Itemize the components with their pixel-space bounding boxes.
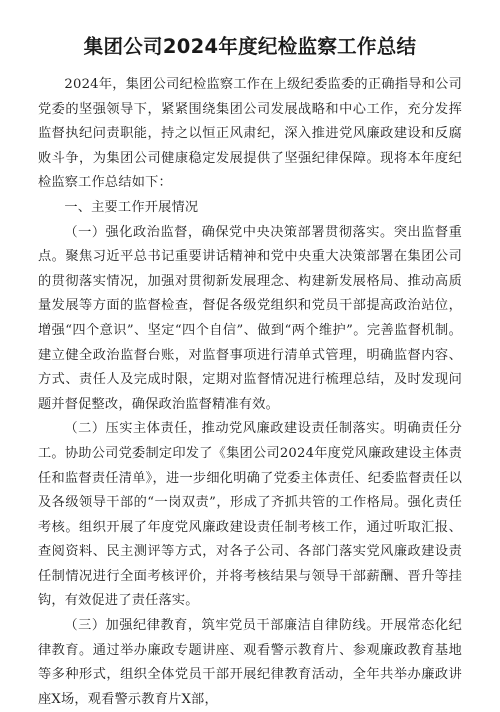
body-paragraph: （二）压实主体责任，推动党风廉政建设责任制落实。明确责任分工。协助公司党委制定印发了《集团公司2024年度党风廉政建设主体责任和监督责任清单》，进一步细化明确了党委主体责任、纪委监督责任以及各级领导干部的“一岗双责”，形成了齐抓共管的工作格局。强化责任考核。组织开展了年度党风廉政建设责任制考核工作，通过听取汇报、查阅资料、民主测评等方式，对各子公司、各部门落实党风廉政建设责任制情况进行全面考核评价，并将考核结果与领导干部薪酬、晋升等挂钩，有效促进了责任落实。 — [38, 421, 462, 609]
document-title: 集团公司2024年度纪检监察工作总结 — [83, 35, 417, 58]
body-paragraph: （三）加强纪律教育，筑牢党员干部廉洁自律防线。开展常态化纪律教育。通过举办廉政专题讲座、观看警示教育片、参观廉政教育基地等多种形式，组织全体党员干部开展纪律教育活动，全年共举办廉政讲座X场，观看警示教育片X部， — [38, 618, 462, 707]
intro-paragraph: 2024年，集团公司纪检监察工作在上级纪委监委的正确指导和公司党委的坚强领导下，紧紧围绕集团公司发展战略和中心工作，充分发挥监督执纪问责职能，持之以恒正风肃纪，深入推进党风廉政建设和反腐败斗争，为集团公司健康稳定发展提供了坚强纪律保障。现将本年度纪检监察工作总结如下： — [38, 77, 462, 191]
section-heading: 一、主要工作开展情况 — [64, 199, 199, 215]
body-paragraph: （一）强化政治监督，确保党中央决策部署贯彻落实。突出监督重点。聚焦习近平总书记重要讲话精神和党中央重大决策部署在集团公司的贯彻落实情况，加强对贯彻新发展理念、构建新发展格局、推动高质量发展等方面的监督检查，督促各级党组织和党员干部提高政治站位，增强“四个意识”、坚定“四个自信”、做到“两个维护”。完善监督机制。建立健全政治监督台账，对监督事项进行清单式管理，明确监督内容、方式、责任人及完成时限，定期对监督情况进行梳理总结，及时发现问题并督促整改，确保政治监督精准有效。 — [38, 224, 462, 412]
